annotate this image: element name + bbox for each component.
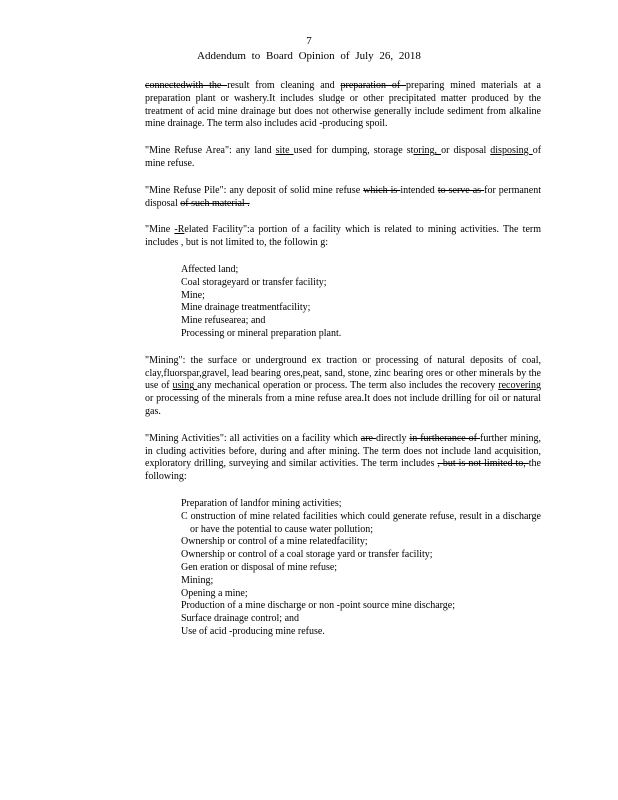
list-item: Mine refusearea; and — [181, 315, 266, 327]
definition-mining: "Mining": the surface or underground ex traction or processing of natural deposits of coal, clay,fluorspar,gravel, lead bearing ores,peat, sand, stone, zinc bearing ores or other minerals by the use of using any mechanical operation or process. The term also includes the recovery recovering or processing of the minerals from a mine refuse area.It does not include drilling for oil or natural gas. — [145, 354, 541, 417]
refuse-definition-continuation: connectedwith the result from cleaning and preparation of preparing mined materials at a preparation plant or washery.It includes sludge or other precipitated matter produced by the treatment of acid mine drainage but does not otherwise generally include sediment from alkaline mine drainage. The term also includes acid -producing spoil. — [145, 80, 541, 130]
deleted-text: which is — [363, 184, 401, 196]
facility-list — [181, 264, 541, 341]
deleted-text: connectedwith the — [145, 80, 228, 91]
list-item: Ownership or control of a coal storage yard or transfer facility; — [181, 549, 433, 561]
definition-mine-refuse-pile: "Mine Refuse Pile": any deposit of solid mine refuse which is intended to serve as for permanent disposal of such material . — [145, 184, 541, 209]
list-item: Production of a mine discharge or non -point source mine discharge; — [181, 600, 456, 612]
list-item: Preparation of landfor mining activities; — [181, 497, 342, 509]
deleted-text: in furtherance of — [409, 432, 480, 444]
list-item: Surface drainage control; and — [181, 613, 300, 625]
list-item: Affected land; — [181, 263, 239, 275]
inserted-text: -R — [174, 224, 185, 236]
list-item: Ownership or control of a mine relatedfacility; — [181, 536, 368, 548]
list-item: Mine drainage treatmentfacility; — [181, 302, 311, 314]
inserted-text: oring, — [413, 145, 442, 157]
list-item: Mine; — [181, 289, 205, 301]
list-item: C onstruction of mine related facilities which could generate refuse, result in a discharge or have the potential to cause water pollution; — [181, 510, 541, 535]
list-item: Mining; — [181, 574, 214, 586]
deleted-text: , but is not limited to, — [437, 458, 529, 470]
inserted-text: disposing — [490, 145, 533, 157]
definition-mine-related-facility: "Mine -Related Facility":a portion of a facility which is related to mining activities. The term includes , but is not limited to, the followin g: — [145, 224, 541, 249]
inserted-text: site — [275, 145, 294, 157]
page-number: 7 — [306, 35, 312, 47]
list-item: Coal storageyard or transfer facility; — [181, 276, 327, 288]
definition-mine-refuse-area: "Mine Refuse Area": any land site used for dumping, storage storing, or disposal disposing of mine refuse. — [145, 145, 542, 169]
deleted-text: are — [360, 432, 376, 444]
page-header: Addendum to Board Opinion of July 26, 2018 — [197, 50, 421, 62]
document-body — [145, 80, 541, 653]
activity-list — [181, 498, 541, 639]
inserted-text: using — [172, 380, 198, 392]
list-item: Opening a mine; — [181, 587, 248, 599]
deleted-text: preparation of — [340, 80, 407, 91]
inserted-text: recovering — [498, 380, 541, 392]
list-item: Processing or mineral preparation plant. — [181, 327, 342, 339]
definition-mining-activities: "Mining Activities": all activities on a facility which are directly in furtherance of further mining, in cluding activities before, during and after mining. The term does not include land acquisition, exploratory drilling, surveying and similar activities. The term includes , but is not limited to, the following: — [145, 432, 541, 483]
deleted-text: to serve as — [437, 184, 485, 196]
deleted-text: of such material . — [180, 197, 250, 209]
list-item: Use of acid -producing mine refuse. — [181, 625, 325, 637]
list-item: Gen eration or disposal of mine refuse; — [181, 561, 338, 573]
